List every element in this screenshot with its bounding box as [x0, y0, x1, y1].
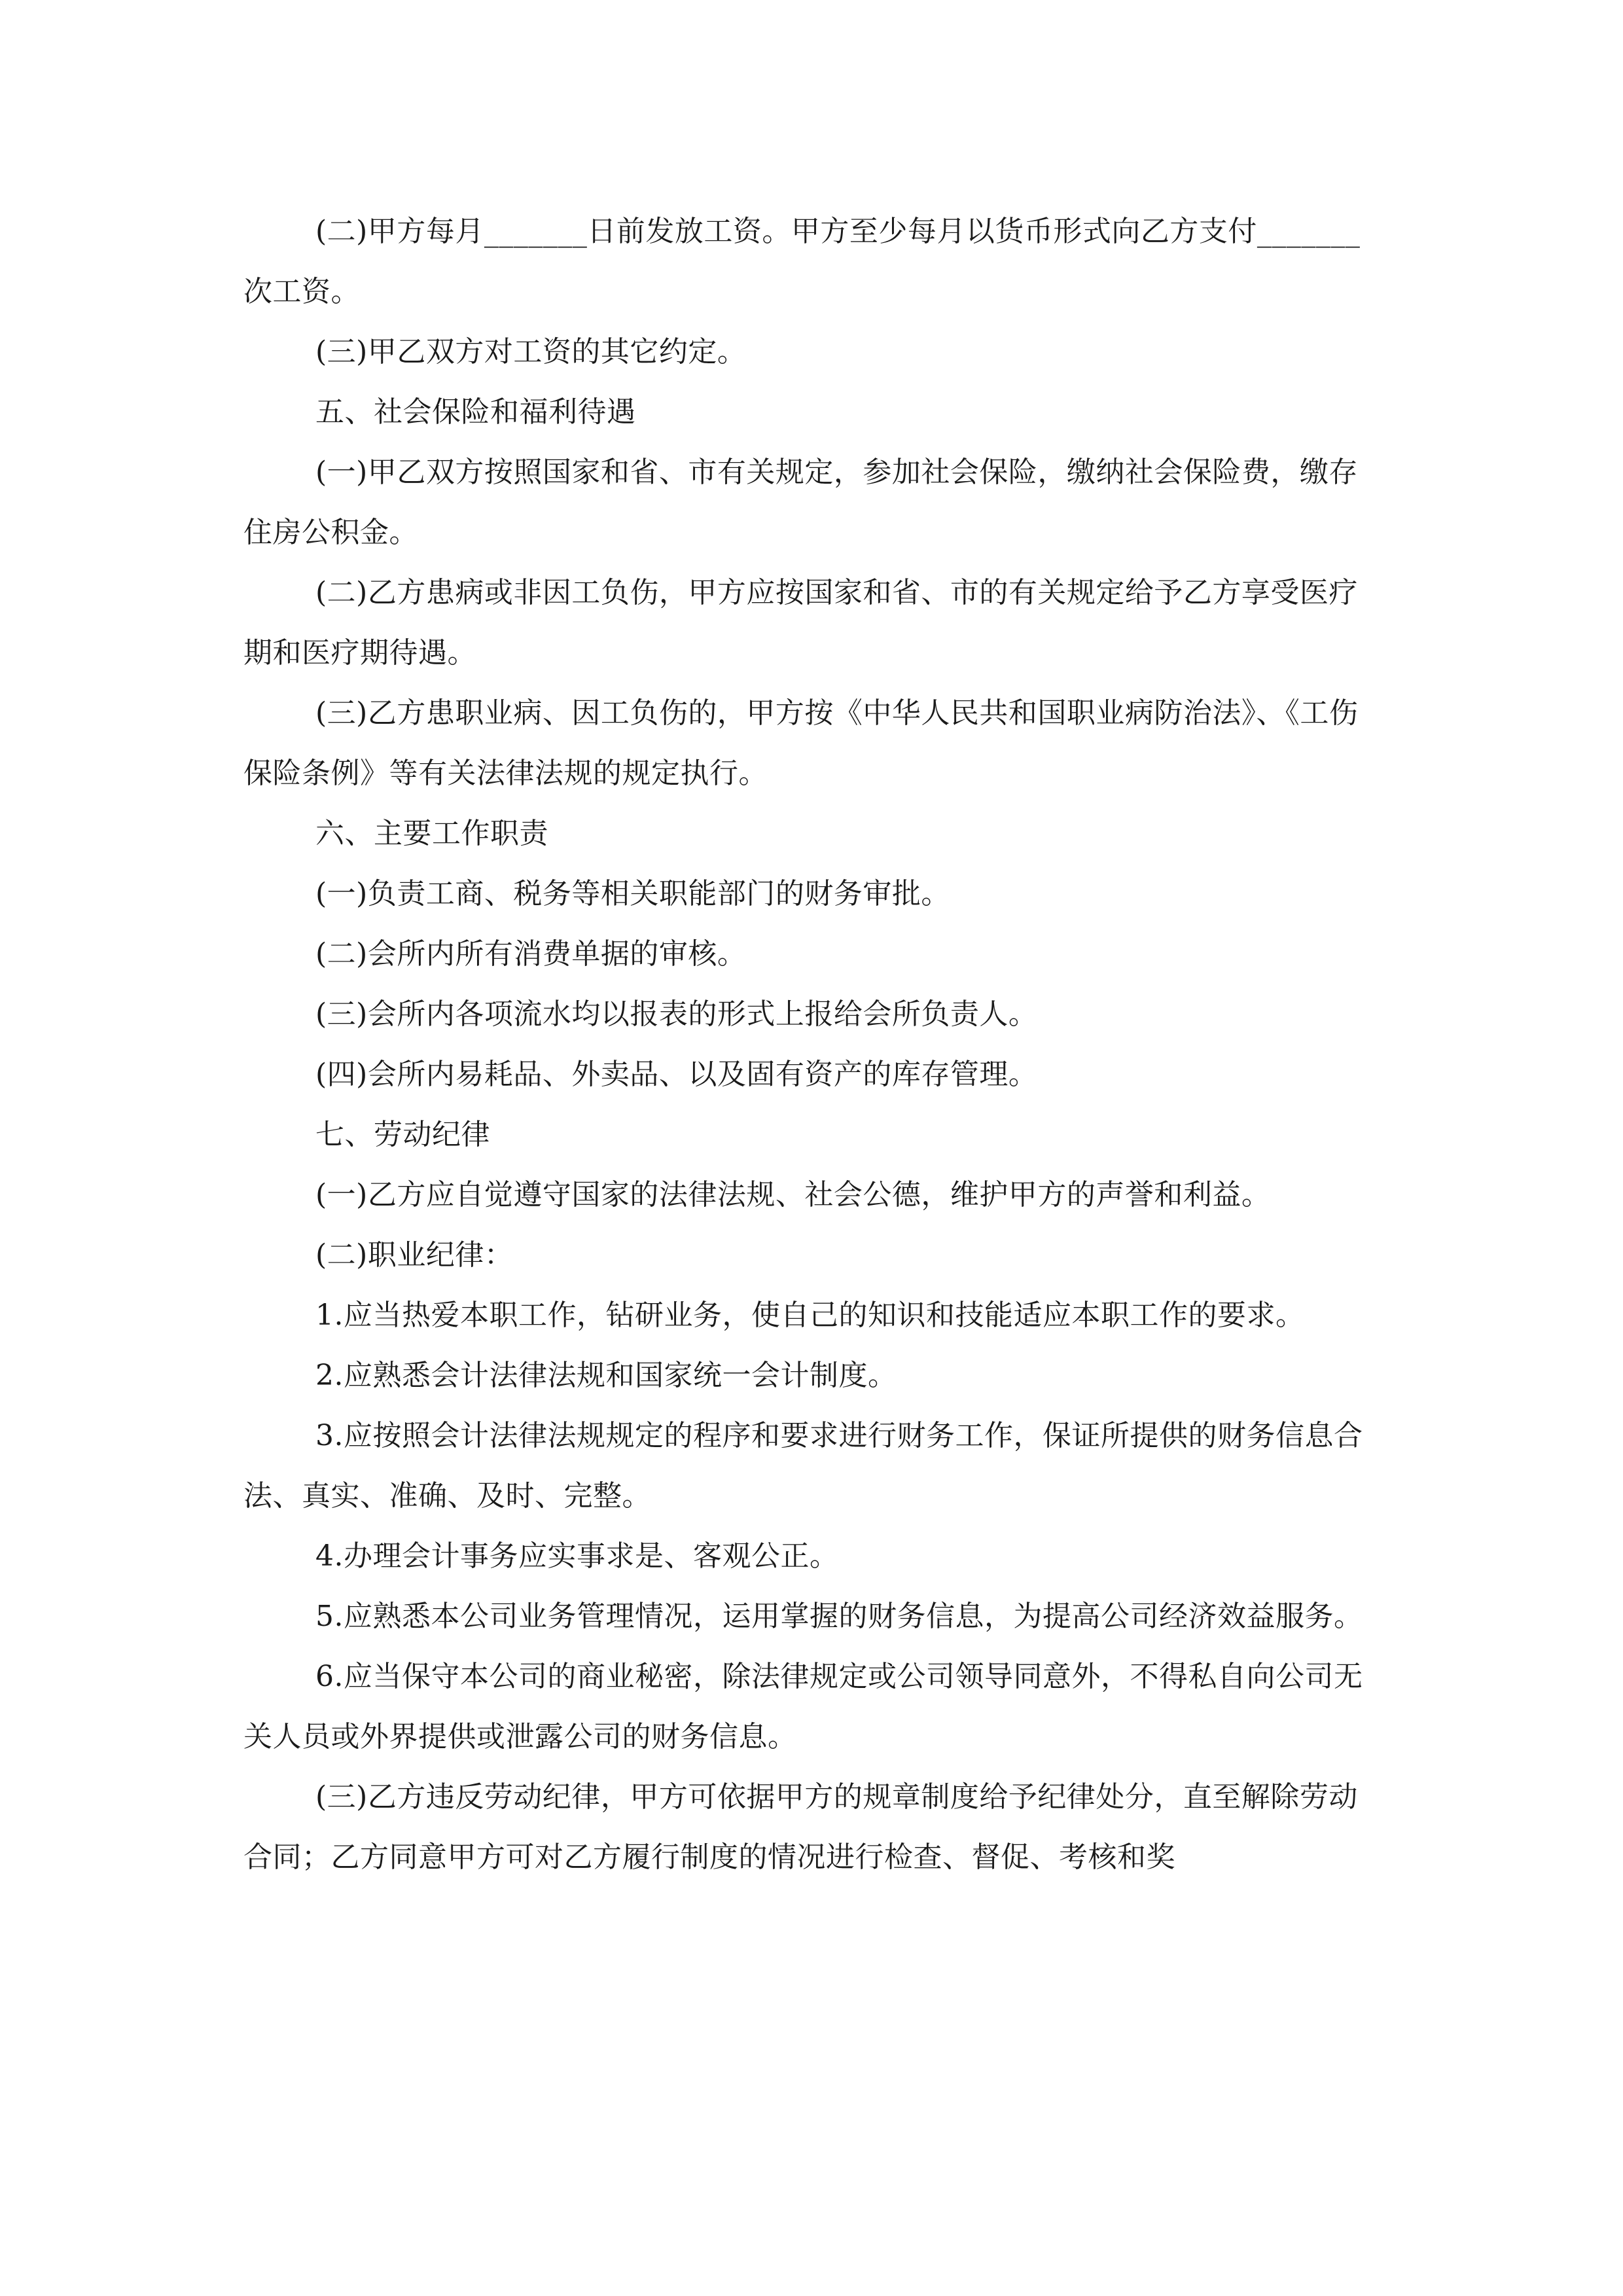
paragraph-sick-leave: (二)乙方患病或非因工负伤，甲方应按国家和省、市的有关规定给予乙方享受医疗期和医疗期待遇。 — [243, 576, 1358, 670]
paragraph-duty-receipt-review: (二)会所内所有消费单据的审核。 — [315, 937, 747, 971]
list-item-discipline-4: 4.办理会计事务应实事求是、客观公正。 — [315, 1539, 839, 1573]
list-item-discipline-2: 2.应熟悉会计法律法规和国家统一会计制度。 — [315, 1359, 897, 1392]
list-item-discipline-3: 3.应按照会计法律法规规定的程序和要求进行财务工作，保证所提供的财务信息合法、真实、准确、及时、完整。 — [243, 1419, 1363, 1513]
paragraph-other-wage-terms: (三)甲乙双方对工资的其它约定。 — [315, 335, 747, 368]
document-body — [243, 202, 1382, 1888]
paragraph-duty-reporting: (三)会所内各项流水均以报表的形式上报给会所负责人。 — [315, 997, 1038, 1031]
list-item-discipline-1: 1.应当热爱本职工作，钻研业务，使自己的知识和技能适应本职工作的要求。 — [315, 1299, 1305, 1332]
paragraph-duty-inventory: (四)会所内易耗品、外卖品、以及固有资产的库存管理。 — [315, 1058, 1038, 1091]
paragraph-duty-approvals: (一)负责工商、税务等相关职能部门的财务审批。 — [315, 877, 950, 910]
list-item-discipline-6: 6.应当保守本公司的商业秘密，除法律规定或公司领导同意外，不得私自向公司无关人员或外界提供或泄露公司的财务信息。 — [243, 1660, 1363, 1753]
section-heading-labor-discipline: 七、劳动纪律 — [315, 1118, 490, 1151]
paragraph-wage-payment-date: (二)甲方每月_______日前发放工资。甲方至少每月以货币形式向乙方支付_______次工资。 — [243, 215, 1361, 308]
paragraph-professional-discipline: (二)职业纪律： — [315, 1238, 514, 1272]
paragraph-occupational-injury: (三)乙方患职业病、因工负伤的，甲方按《中华人民共和国职业病防治法》、《工伤保险条例》等有关法律法规的规定执行。 — [243, 696, 1359, 790]
section-heading-social-insurance: 五、社会保险和福利待遇 — [315, 395, 636, 429]
list-item-discipline-5: 5.应熟悉本公司业务管理情况，运用掌握的财务信息，为提高公司经济效益服务。 — [315, 1600, 1363, 1633]
paragraph-social-insurance-participation: (一)甲乙双方按照国家和省、市有关规定，参加社会保险，缴纳社会保险费，缴存住房公积金。 — [243, 456, 1358, 549]
paragraph-discipline-violation: (三)乙方违反劳动纪律，甲方可依据甲方的规章制度给予纪律处分，直至解除劳动合同；乙方同意甲方可对乙方履行制度的情况进行检查、督促、考核和奖 — [243, 1780, 1358, 1874]
section-heading-job-duties: 六、主要工作职责 — [315, 817, 548, 850]
paragraph-obey-laws: (一)乙方应自觉遵守国家的法律法规、社会公德，维护甲方的声誉和利益。 — [315, 1178, 1271, 1211]
